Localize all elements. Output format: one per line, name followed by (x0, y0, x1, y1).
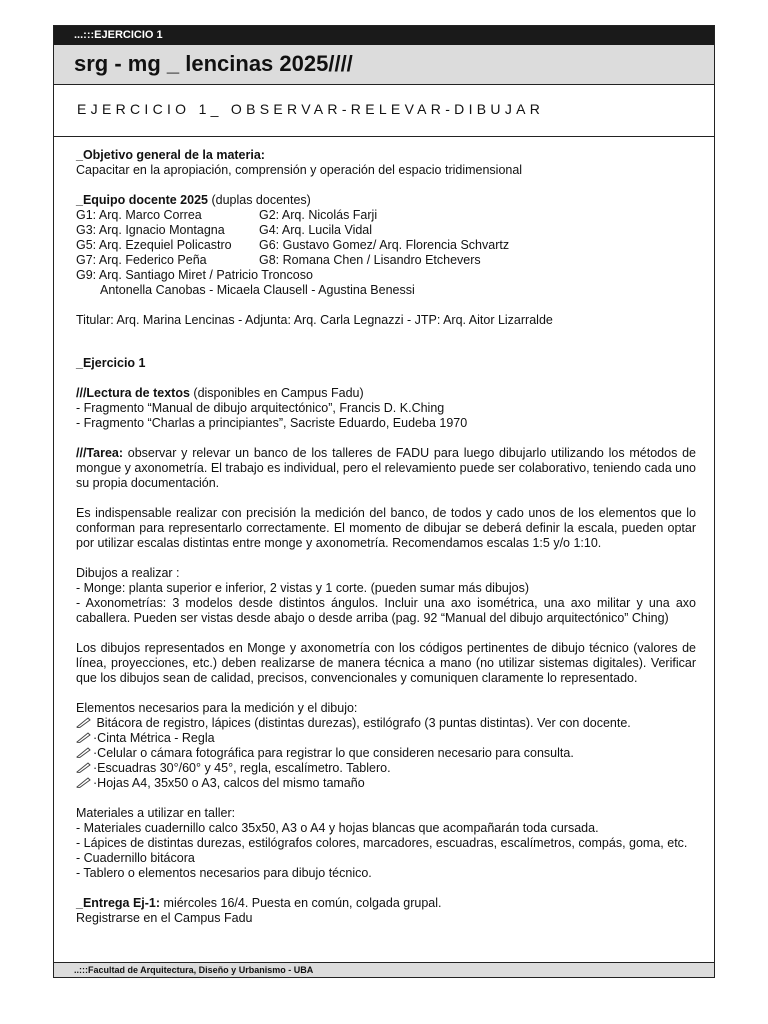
dibujos-item: - Axonometrías: 3 modelos desde distintos ángulos. Incluir una axo isométrica, una axo militar y una axo caballera. Pueden ser vistas desde abajo o desde arriba (pag. 92 “Manual del dibujo arquitectónico” Ching) (76, 596, 696, 625)
pencil-icon (76, 777, 91, 788)
team-member: G2: Arq. Nicolás Farji (259, 208, 378, 222)
page-footer: ..:::Facultad de Arquitectura, Diseño y Urbanismo - UBA (54, 962, 714, 977)
entrega-line (76, 896, 696, 911)
team-row (76, 208, 696, 223)
dibujos-item: - Monge: planta superior e inferior, 2 vistas y 1 corte. (pueden sumar más dibujos) (76, 581, 529, 595)
materiales-item: - Lápices de distintas durezas, estilógrafos colores, marcadores, escuadras, escalímetros, compás, goma, etc. (76, 836, 688, 850)
elementos-text: Bitácora de registro, lápices (distintas durezas), estilógrafo (3 puntas distintas). Ver con docente. (93, 716, 631, 730)
materiales-item: - Tablero o elementos necesarios para dibujo técnico. (76, 866, 372, 880)
tarea-paragraph (76, 446, 696, 491)
lectura-label: ///Lectura de textos (76, 386, 190, 400)
exercise-tag: ...:::EJERCICIO 1 (54, 26, 714, 45)
pencil-icon (76, 762, 91, 773)
elementos-item (76, 716, 696, 731)
lectura-note: (disponibles en Campus Fadu) (189, 386, 364, 400)
materiales-heading: Materiales a utilizar en taller: (76, 806, 236, 820)
team-member: G5: Arq. Ezequiel Policastro (76, 238, 232, 252)
team-member: G4: Arq. Lucila Vidal (259, 223, 373, 237)
dibujos-heading: Dibujos a realizar : (76, 566, 180, 580)
team-member: G1: Arq. Marco Correa (76, 208, 202, 222)
elementos-item (76, 761, 696, 776)
document-title: srg - mg _ lencinas 2025//// (54, 45, 714, 85)
tarea-text: observar y relevar un banco de los talleres de FADU para luego dibujarlo utilizando los métodos de mongue y axonometría. El trabajo es individual, pero el relevamiento puede ser colaborativo, teniendo cada uno su propia documentación. (76, 446, 696, 490)
materiales-item: - Cuadernillo bitácora (76, 851, 195, 865)
elementos-text: ·Escuadras 30°/60° y 45°, regla, escalímetro. Tablero. (93, 761, 391, 775)
document-page (53, 25, 715, 978)
team-member: G6: Gustavo Gomez/ Arq. Florencia Schvartz (259, 238, 510, 252)
lectura-item: - Fragmento “Manual de dibujo arquitectónico”, Francis D. K.Ching (76, 401, 445, 415)
team-row (76, 253, 696, 268)
team-g9: G9: Arq. Santiago Miret / Patricio Troncoso (76, 268, 313, 282)
team-member: G8: Romana Chen / Lisandro Etchevers (259, 253, 481, 267)
team-row (76, 223, 696, 238)
equipo-heading-line (76, 193, 696, 208)
equipo-heading: _Equipo docente 2025 (76, 193, 208, 207)
entrega-text: miércoles 16/4. Puesta en común, colgada grupal. (160, 896, 442, 910)
tarea-label: ///Tarea: (76, 446, 124, 460)
elementos-heading: Elementos necesarios para la medición y el dibujo: (76, 701, 358, 715)
lectura-item: - Fragmento “Charlas a principiantes”, Sacriste Eduardo, Eudeba 1970 (76, 416, 468, 430)
entrega-label: _Entrega Ej-1: (76, 896, 161, 910)
ejercicio-heading: _Ejercicio 1 (76, 356, 146, 370)
objetivo-text: Capacitar en la apropiación, comprensión y operación del espacio tridimensional (76, 163, 523, 177)
pencil-icon (76, 732, 91, 743)
registrarse-line: Registrarse en el Campus Fadu (76, 911, 253, 925)
pencil-icon (76, 747, 91, 758)
document-body (76, 148, 696, 926)
materiales-item: - Materiales cuadernillo calco 35x50, A3 o A4 y hojas blancas que acompañarán toda cursada. (76, 821, 599, 835)
exercise-subtitle: EJERCICIO 1_ OBSERVAR-RELEVAR-DIBUJAR (54, 85, 714, 137)
team-member: G3: Arq. Ignacio Montagna (76, 223, 225, 237)
elementos-item (76, 731, 696, 746)
lectura-line (76, 386, 696, 401)
elementos-item (76, 776, 696, 791)
elementos-text: ·Celular o cámara fotográfica para registrar lo que consideren necesario para consulta. (93, 746, 574, 760)
equipo-note: (duplas docentes) (207, 193, 311, 207)
team-row (76, 238, 696, 253)
elementos-text: ·Cinta Métrica - Regla (93, 731, 215, 745)
dibujos-paragraph: Los dibujos representados en Monge y axonometría con los códigos pertinentes de dibujo técnico (valores de línea, proyecciones, etc.) deben realizarse de manera técnica a mano (no utilizar sistemas digitales). Verificar que los dibujos sean de calidad, precisos, convencionales y comuniquen claramente lo representado. (76, 641, 696, 685)
titular-line: Titular: Arq. Marina Lencinas - Adjunta: Arq. Carla Legnazzi - JTP: Arq. Aitor Lizarralde (76, 313, 553, 327)
team-member: G7: Arq. Federico Peña (76, 253, 207, 267)
medicion-paragraph: Es indispensable realizar con precisión la medición del banco, de todos y cado unos de los elementos que lo conforman para representarlo correctamente. El momento de dibujar se deberá definir la escala, pueden optar por utilizar escalas distintas entre monge y axonometría. Recomendamos escalas 1:5 y/o 1:10. (76, 506, 696, 550)
elementos-text: ·Hojas A4, 35x50 o A3, calcos del mismo tamaño (93, 776, 365, 790)
objetivo-heading: _Objetivo general de la materia: (76, 148, 265, 162)
pencil-icon (76, 717, 91, 728)
elementos-item (76, 746, 696, 761)
team-g9-members: Antonella Canobas - Micaela Clausell - Agustina Benessi (100, 283, 415, 297)
